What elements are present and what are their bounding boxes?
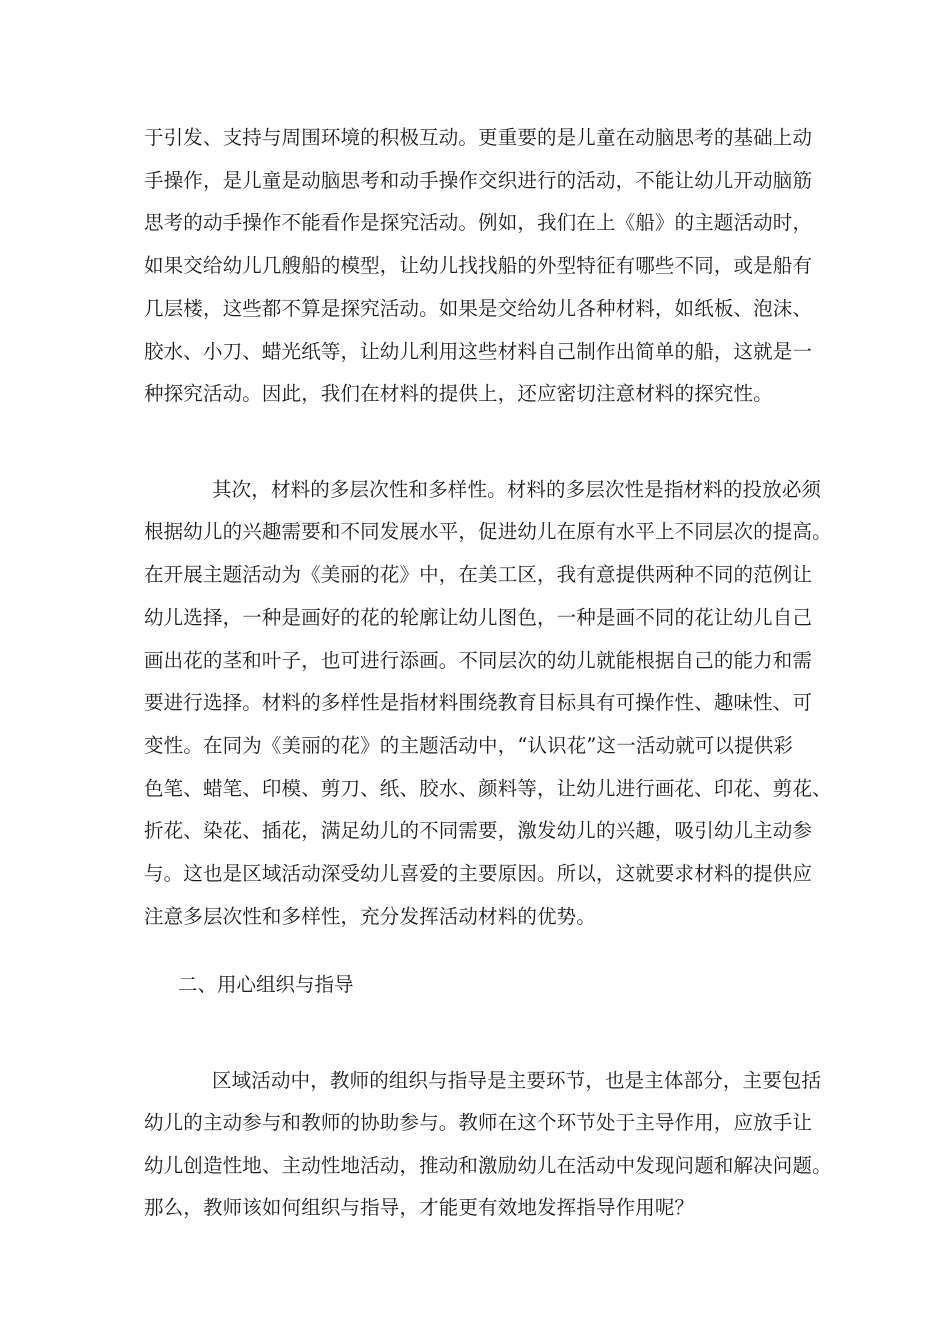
paragraph-2-line-10: 与。这也是区域活动深受幼儿喜爱的主要原因。所以，这就要求材料的提供应 bbox=[144, 862, 813, 885]
paragraph-1-line-1: 于引发、支持与周围环境的积极互动。更重要的是儿童在动脑思考的基础上动 bbox=[144, 126, 813, 149]
paragraph-1-line-5: 几层楼，这些都不算是探究活动。如果是交给幼儿各种材料，如纸板、泡沫、 bbox=[144, 297, 813, 320]
paragraph-3-line-3: 幼儿创造性地、主动性地活动，推动和激励幼儿在活动中发现问题和解决问题。 bbox=[144, 1154, 832, 1177]
paragraph-1-line-7: 种探究活动。因此，我们在材料的提供上，还应密切注意材料的探究性。 bbox=[144, 382, 773, 405]
paragraph-2-line-6: 要进行选择。材料的多样性是指材料围绕教育目标具有可操作性、趣味性、可 bbox=[144, 691, 813, 714]
paragraph-2-line-4: 幼儿选择，一种是画好的花的轮廓让幼儿图色，一种是画不同的花让幼儿自己 bbox=[144, 606, 813, 629]
paragraph-2-line-7: 变性。在同为《美丽的花》的主题活动中，“认识花”这一活动就可以提供彩 bbox=[144, 734, 794, 757]
section-heading: 二、用心组织与指导 bbox=[178, 973, 354, 996]
paragraph-2-line-5: 画出花的茎和叶子，也可进行添画。不同层次的幼儿就能根据自己的能力和需 bbox=[144, 649, 813, 672]
paragraph-3-line-4: 那么，教师该如何组织与指导，才能更有效地发挥指导作用呢？ bbox=[144, 1196, 695, 1219]
paragraph-3-line-2: 幼儿的主动参与和教师的协助参与。教师在这个环节处于主导作用，应放手让 bbox=[144, 1111, 813, 1134]
paragraph-2-line-1: 其次，材料的多层次性和多样性。材料的多层次性是指材料的投放必须 bbox=[212, 478, 822, 501]
paragraph-2-line-8: 色笔、蜡笔、印模、剪刀、纸、胶水、颜料等，让幼儿进行画花、印花、剪花、 bbox=[144, 777, 832, 800]
paragraph-1-line-4: 如果交给幼儿几艘船的模型，让幼儿找找船的外型特征有哪些不同，或是船有 bbox=[144, 254, 813, 277]
paragraph-3-line-1: 区域活动中，教师的组织与指导是主要环节，也是主体部分，主要包括 bbox=[212, 1069, 822, 1092]
paragraph-1-line-3: 思考的动手操作不能看作是探究活动。例如，我们在上《船》的主题活动时， bbox=[144, 211, 813, 234]
paragraph-2-line-11: 注意多层次性和多样性，充分发挥活动材料的优势。 bbox=[144, 905, 596, 928]
paragraph-2-line-2: 根据幼儿的兴趣需要和不同发展水平，促进幼儿在原有水平上不同层次的提高。 bbox=[144, 520, 832, 543]
paragraph-2-line-9: 折花、染花、插花，满足幼儿的不同需要，激发幼儿的兴趣，吸引幼儿主动参 bbox=[144, 819, 813, 842]
paragraph-1-line-6: 胶水、小刀、蜡光纸等，让幼儿利用这些材料自己制作出简单的船，这就是一 bbox=[144, 340, 813, 363]
paragraph-1-line-2: 手操作，是儿童是动脑思考和动手操作交织进行的活动，不能让幼儿开动脑筋 bbox=[144, 169, 813, 192]
paragraph-2-line-3: 在开展主题活动为《美丽的花》中，在美工区，我有意提供两种不同的范例让 bbox=[144, 563, 813, 586]
